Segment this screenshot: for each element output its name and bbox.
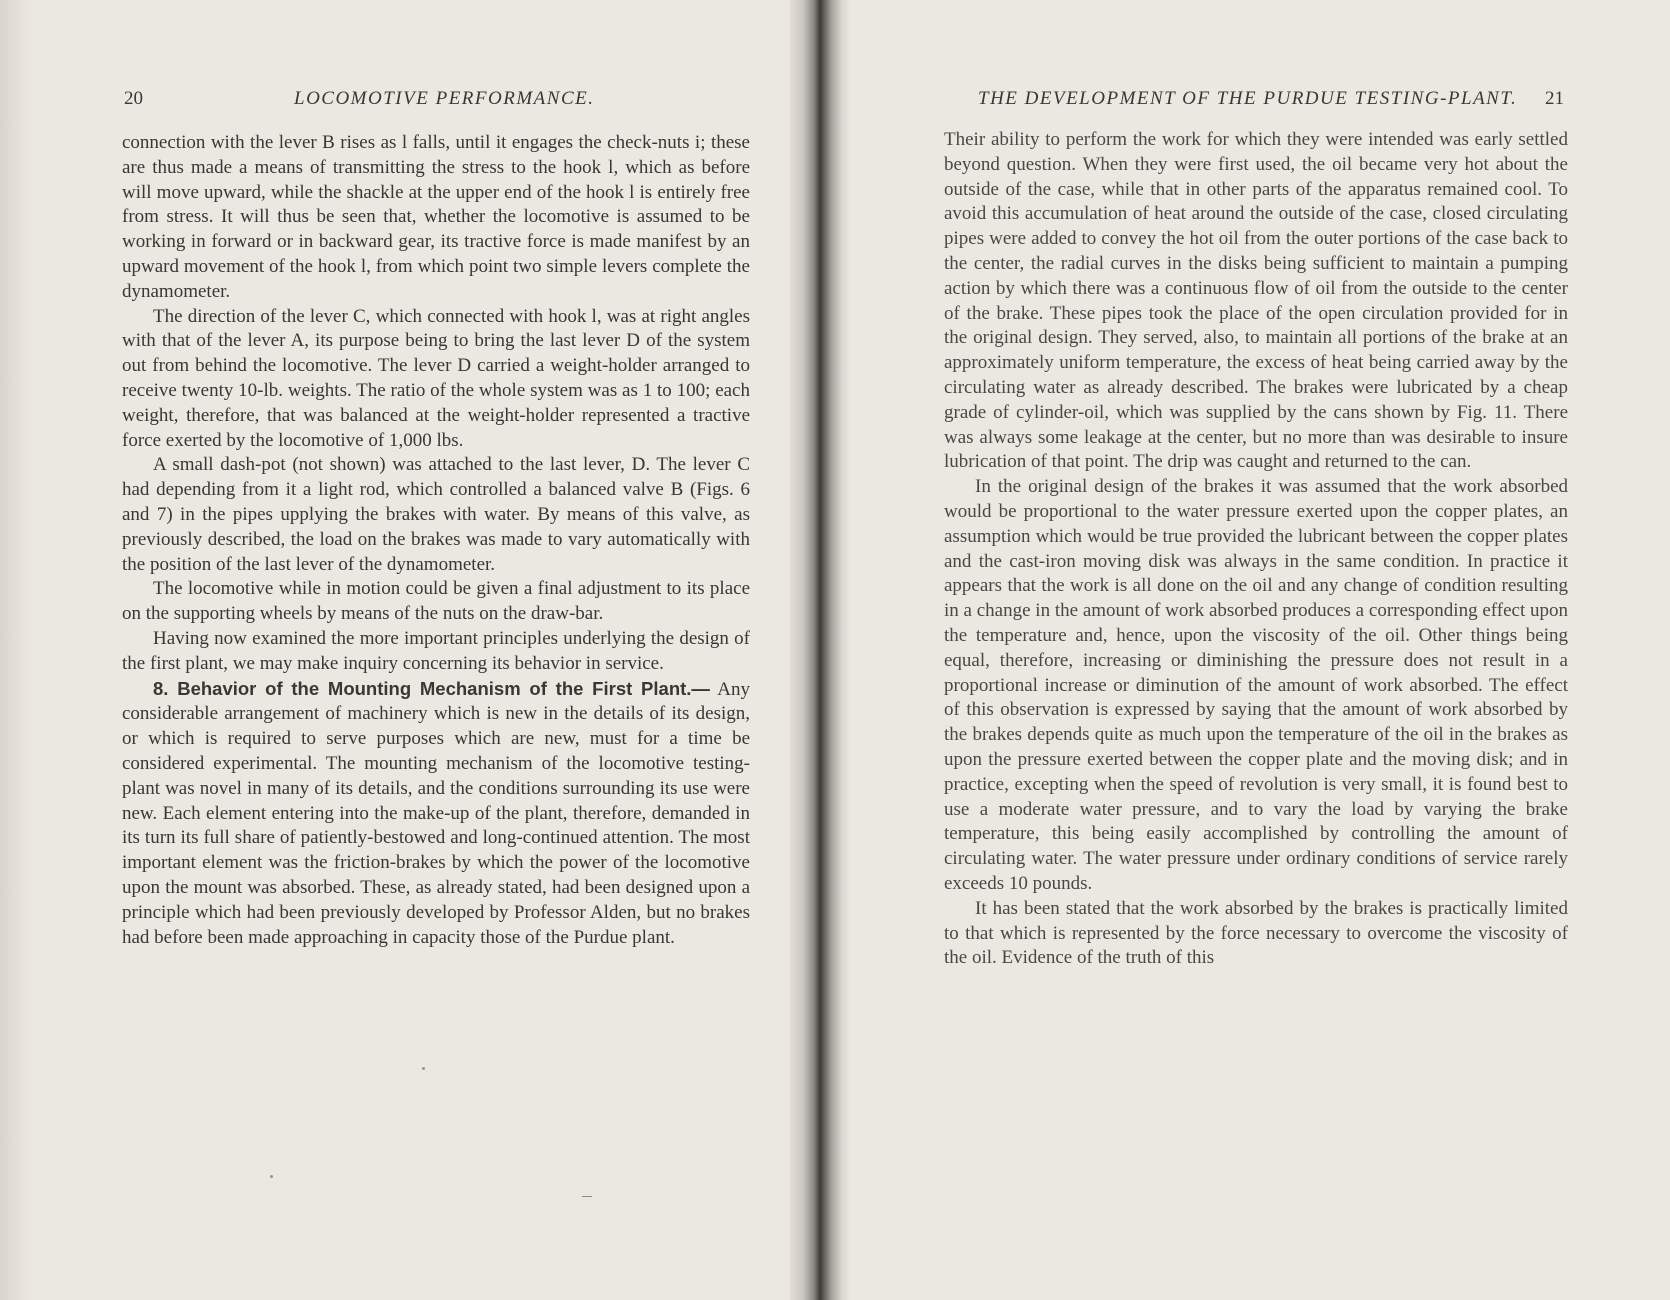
paragraph: The direction of the lever C, which connected with hook l, was at right angles with that of the lever A, its purpose being to bring the last lever D of the system out from behind the locomotive. The lever D carried a weight-holder arranged to receive twenty 10-lb. weights. The ratio of the whole system was as 1 to 100; each weight, therefore, that was balanced at the weight-holder represented a tractive force exerted by the locomotive of 1,000 lbs. — [122, 305, 750, 451]
right-running-head — [978, 88, 1568, 112]
paragraph: Having now examined the more important principles underlying the design of the first plant, we may make inquiry concerning its behavior in service. — [122, 627, 750, 674]
paragraph: Their ability to perform the work for which they were intended was early settled beyond question. When they were first used, the oil became very hot about the outside of the case, while that in other parts of the apparatus remained cool. To avoid this accumulation of heat around the outside of the case, closed circulating pipes were added to convey the hot oil from the outer portions of the case back to the center, the radial curves in the disks being sufficient to maintain a pumping action by which there was a continuous flow of oil from the outside to the center of the brake. These pipes took the place of the open circulation provided for in the original design. They served, also, to maintain all portions of the brake at an approximately uniform temperature, the excess of heat being carried away by the circulating water as already described. The brakes were lubricated by a cheap grade of cylinder-oil, which was supplied by the cans shown by Fig. 11. There was always some leakage at the center, but no more than was desirable to insure lubrication of that point. The drip was caught and returned to the can. — [944, 129, 1568, 473]
left-running-title: LOCOMOTIVE PERFORMANCE. — [294, 88, 595, 109]
paper-mark — [582, 1196, 592, 1197]
paragraph: connection with the lever B rises as l falls, until it engages the check-nuts i; these are thus made a means of transmitting the stress to the hook l, which as before will move upward, while the shackle at the upper end of the hook l is entirely free from stress. It will thus be seen that, whether the locomotive is assumed to be working in forward or in backward gear, its tractive force is made manifest by an upward movement of the hook l, from which point two simple levers complete the dynamometer. — [122, 132, 750, 302]
page-edge-shadow — [0, 0, 30, 1300]
section-8 — [122, 677, 750, 951]
left-page — [0, 0, 820, 1300]
right-body-text — [944, 128, 1568, 971]
right-page-number: 21 — [1545, 88, 1564, 109]
section-heading: 8. Behavior of the Mounting Mechanism of the First Plant.— — [153, 677, 710, 699]
section-text: Any considerable arrangement of machinery which is new in the details of its design, or which is required to serve purposes which are new, must for a time be considered experimental. The mounting mechanism of the locomotive testing-plant was novel in many of its details, and the conditions surrounding its use were new. Each element entering into the make-up of the plant, therefore, demanded in its turn its full share of patiently-bestowed and long-continued attention. The most important element was the friction-brakes by which the power of the locomotive upon the mount was absorbed. These, as already stated, had been designed upon a principle which had been previously developed by Professor Alden, but no brakes had before been made approaching in capacity those of the Purdue plant. — [122, 678, 750, 948]
paragraph: The locomotive while in motion could be given a final adjustment to its place on the supporting wheels by means of the nuts on the draw-bar. — [122, 578, 750, 625]
left-running-head — [124, 88, 595, 112]
left-body-text — [122, 131, 750, 950]
paragraph: In the original design of the brakes it was assumed that the work absorbed would be proportional to the water pressure exerted upon the copper plates, an assumption which would be true provided the lubricant between the copper plates and the cast-iron moving disk was always in the same condition. In practice it appears that the work is all done on the oil and any change of condition resulting in a change in the amount of work absorbed produces a corresponding effect upon the temperature and, hence, upon the viscosity of the oil. Other things being equal, therefore, increasing or diminishing the pressure does not result in a proportional increase or diminution of the amount of work absorbed. The effect of this observation is expressed by saying that the amount of work absorbed by the brakes depends quite as much upon the temperature of the oil in the brakes as upon the pressure exerted between the copper plate and the moving disk; and in practice, excepting when the speed of revolution is very small, it is found best to use a moderate water pressure, and to vary the load by varying the brake temperature, this being easily accomplished by controlling the amount of circulating water. The water pressure under ordinary conditions of service rarely exceeds 10 pounds. — [944, 476, 1568, 894]
left-page-number: 20 — [124, 88, 143, 109]
paragraph: A small dash-pot (not shown) was attached to the last lever, D. The lever C had depending from it a light rod, which controlled a balanced valve B (Figs. 6 and 7) in the pipes upplying the brakes with water. By means of this valve, as previously described, the load on the brakes was made to vary automatically with the position of the last lever of the dynamometer. — [122, 454, 750, 575]
paper-speck — [422, 1067, 425, 1070]
book-gutter — [790, 0, 850, 1300]
paragraph: It has been stated that the work absorbed by the brakes is practically limited to that which is represented by the force necessary to overcome the viscosity of the oil. Evidence of the truth of this — [944, 897, 1568, 969]
right-running-title: THE DEVELOPMENT OF THE PURDUE TESTING-PLANT. — [978, 88, 1518, 109]
paper-speck — [270, 1175, 273, 1178]
